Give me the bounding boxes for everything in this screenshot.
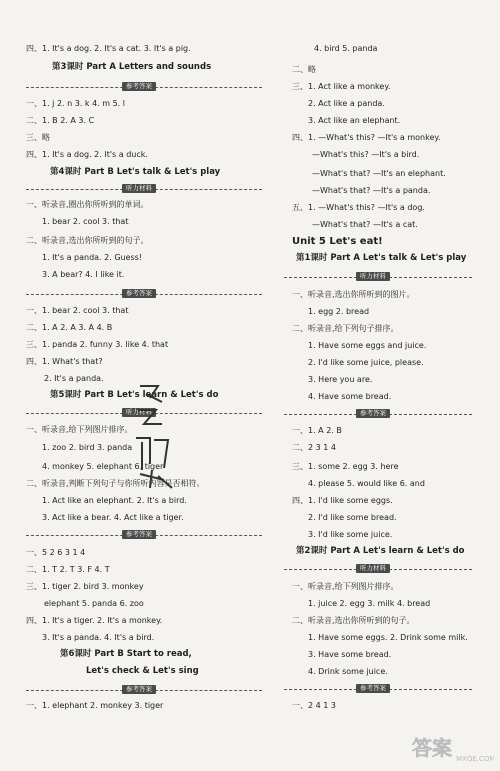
answer-line: 二、1. B 2. A 3. C [26, 116, 95, 125]
answer-line: 三、1. tiger 2. bird 3. monkey [26, 582, 144, 591]
answer-line: 四、1. —What's this? —It's a monkey. [292, 133, 441, 142]
answer-line: 一、2 4 1 3 [292, 701, 336, 710]
answer-line: 三、1. Act like a monkey. [292, 82, 391, 91]
section-label: 参考答案 [356, 684, 390, 693]
section-bar [26, 685, 262, 695]
answer-line: 二、听录音,给下列句子排序。 [292, 324, 399, 333]
unit-heading: Unit 5 Let's eat! [292, 236, 383, 247]
answer-line: 一、5 2 6 3 1 4 [26, 548, 86, 557]
answer-line: 四、1. I'd like some eggs. [292, 496, 393, 505]
answer-line: 1. zoo 2. bird 3. panda [42, 443, 133, 452]
answer-line: 3. I'd like some juice. [308, 530, 393, 539]
answer-line: 3. It's a panda. 4. It's a bird. [42, 633, 155, 642]
handwriting-scribble [128, 380, 198, 490]
lesson-heading: 第1课时 Part A Let's talk & Let's play [296, 253, 467, 263]
answer-line: 2. It's a panda. [44, 374, 104, 383]
answer-line: 三、1. some 2. egg 3. here [292, 462, 399, 471]
answer-line: 3. Act like an elephant. [308, 116, 401, 125]
section-label: 听力材料 [356, 564, 390, 573]
answer-line: 3. Have some bread. [308, 650, 392, 659]
answer-line: —What's that? —It's a cat. [312, 220, 418, 229]
answer-line: 2. Act like a panda. [308, 99, 385, 108]
answer-line: 四、1. What's that? [26, 357, 103, 366]
answer-line: 2. I'd like some juice, please. [308, 358, 424, 367]
section-label: 听力材料 [122, 408, 156, 417]
answer-line: 4. monkey 5. elephant 6. tiger [42, 462, 164, 471]
answer-line: 1. Have some eggs. 2. Drink some milk. [308, 633, 468, 642]
answer-line: 二、1. A 2. A 3. A 4. B [26, 323, 113, 332]
answer-line: 4. Have some bread. [308, 392, 392, 401]
answer-line: 1. Have some eggs and juice. [308, 341, 427, 350]
section-bar [26, 82, 262, 92]
answer-line: 2. I'd like some bread. [308, 513, 397, 522]
section-label: 听力材料 [356, 272, 390, 281]
answer-line: 二、听录音,判断下列句子与你所听内容是否相符。 [26, 479, 205, 488]
answer-line: 二、听录音,选出你所听到的句子。 [26, 236, 149, 245]
answer-line: 四、1. It's a dog. 2. It's a duck. [26, 150, 148, 159]
answer-line: 二、1. T 2. T 3. F 4. T [26, 565, 110, 574]
answer-line: 3. Here you are. [308, 375, 373, 384]
answer-line: —What's this? —It's a bird. [312, 150, 420, 159]
answer-line: 一、1. bear 2. cool 3. that [26, 306, 129, 315]
lesson-heading: 第6课时 Part B Start to read, [60, 649, 192, 659]
answer-line: —What's that? —It's an elephant. [312, 169, 446, 178]
section-bar [26, 184, 262, 194]
answer-line: 3. A bear? 4. I like it. [42, 270, 125, 279]
answer-line: 一、听录音,给下列图片排序。 [292, 582, 399, 591]
answer-line: 一、听录音,选出你所听到的图片。 [292, 290, 415, 299]
section-bar [284, 272, 472, 282]
lesson-heading: 第3课时 Part A Letters and sounds [52, 62, 212, 72]
lesson-heading: 第5课时 Part B Let's learn & Let's do [50, 390, 219, 400]
answer-line: 1. It's a panda. 2. Guess! [42, 253, 143, 262]
section-bar [26, 289, 262, 299]
answer-line: —What's that? —It's a panda. [312, 186, 431, 195]
lesson-heading: 第2课时 Part A Let's learn & Let's do [296, 546, 465, 556]
answer-line: 1. juice 2. egg 3. milk 4. bread [308, 599, 431, 608]
answer-line: elephant 5. panda 6. zoo [44, 599, 144, 608]
answer-line: 四、1. It's a dog. 2. It's a cat. 3. It's a pig. [26, 44, 191, 53]
answer-line: 二、2 3 1 4 [292, 443, 336, 452]
lesson-heading: 第4课时 Part B Let's talk & Let's play [50, 167, 221, 177]
lesson-heading: Let's check & Let's sing [86, 666, 199, 676]
section-bar [284, 409, 472, 419]
answer-line: 1. egg 2. bread [308, 307, 370, 316]
answer-line: 一、听录音,圈出你所听到的单词。 [26, 200, 149, 209]
answer-line: 二、略 [292, 65, 316, 74]
answer-line: 二、听录音,选出你所听到的句子。 [292, 616, 415, 625]
answer-line: 1. bear 2. cool 3. that [42, 217, 129, 226]
answer-line: 一、1. A 2. B [292, 426, 342, 435]
answer-line: 4. Drink some juice. [308, 667, 388, 676]
section-bar [284, 564, 472, 574]
answer-line: 三、1. panda 2. funny 3. like 4. that [26, 340, 169, 349]
answer-line: 一、1. j 2. n 3. k 4. m 5. l [26, 99, 125, 108]
section-label: 参考答案 [122, 530, 156, 539]
svg-text:答案: 答案 [412, 736, 452, 760]
answer-line: 3. Act like a bear. 4. Act like a tiger. [42, 513, 184, 522]
answer-line: 三、略 [26, 133, 50, 142]
answer-line: 4. bird 5. panda [314, 44, 378, 53]
section-label: 参考答案 [122, 82, 156, 91]
answer-line: 四、1. It's a tiger. 2. It's a monkey. [26, 616, 163, 625]
answer-line: 五、1. —What's this? —It's a dog. [292, 203, 425, 212]
section-label: 参考答案 [356, 409, 390, 418]
section-label: 听力材料 [122, 184, 156, 193]
answer-line: 1. Act like an elephant. 2. It's a bird. [42, 496, 187, 505]
section-label: 参考答案 [122, 685, 156, 694]
watermark-stamp [404, 729, 494, 765]
answer-line: 一、1. elephant 2. monkey 3. tiger [26, 701, 164, 710]
section-bar [26, 530, 262, 540]
section-label: 参考答案 [122, 289, 156, 298]
answer-line: 4. please 5. would like 6. and [308, 479, 425, 488]
answer-line: 一、听录音,给下列图片排序。 [26, 425, 133, 434]
watermark-text: MXQE.COM [456, 755, 494, 763]
section-bar [284, 684, 472, 694]
